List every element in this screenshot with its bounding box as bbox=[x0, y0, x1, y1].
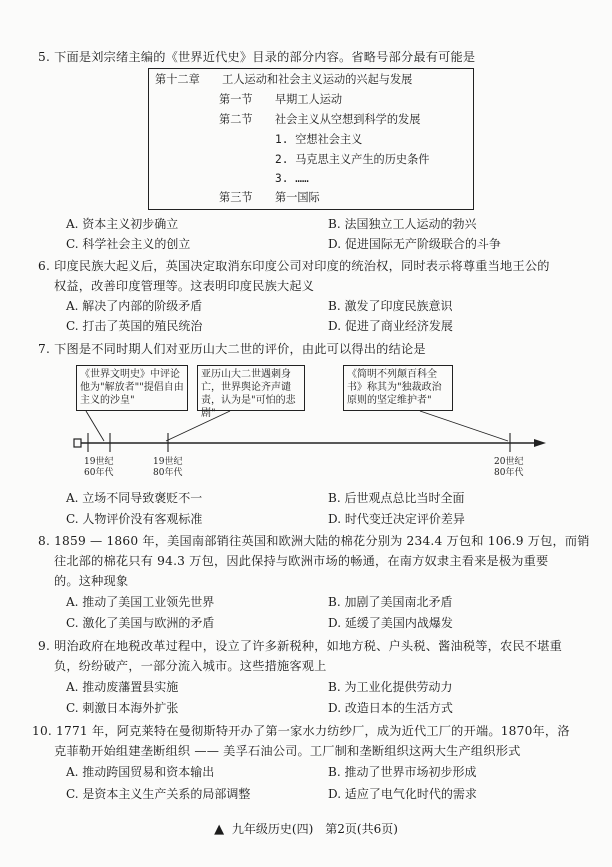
q8-stem-line1: 8. 1859 — 1860 年，美国南部销往英国和欧洲大陆的棉花分别为 234.4 万包和 106.9 万包，而销 bbox=[38, 534, 590, 548]
q7-option-d: D. 时代变迁决定评价差异 bbox=[328, 512, 465, 526]
q7-tick-label-1: 19世纪 60年代 bbox=[84, 457, 114, 478]
q7-option-a: A. 立场不同导致褒贬不一 bbox=[66, 491, 203, 505]
q6-stem-line1: 6. 印度民族大起义后，英国决定取消东印度公司对印度的统治权，同时表示将尊重当地王公的 bbox=[38, 259, 550, 273]
q10-option-c: C. 是资本主义生产关系的局部调整 bbox=[66, 787, 251, 801]
q5-toc-item3: 3. …… bbox=[275, 172, 309, 185]
q7-option-c: C. 人物评价没有客观标准 bbox=[66, 512, 203, 526]
exam-logo-icon: ▲ bbox=[214, 822, 225, 837]
q9-option-c: C. 刺激日本海外扩张 bbox=[66, 701, 179, 715]
q5-option-b: B. 法国独立工人运动的勃兴 bbox=[328, 217, 477, 231]
q6-stem-line2: 权益，改善印度管理等。这表明印度民族大起义 bbox=[54, 279, 315, 293]
q6-option-b: B. 激发了印度民族意识 bbox=[328, 299, 453, 313]
q6-option-d: D. 促进了商业经济发展 bbox=[328, 319, 453, 333]
q9-stem-line2: 负，纷纷破产，一部分流入城市。这些措施客观上 bbox=[54, 659, 327, 673]
page-footer bbox=[0, 820, 612, 837]
q7-stem: 7. 下图是不同时期人们对亚历山大二世的评价，由此可以得出的结论是 bbox=[38, 342, 426, 356]
q10-stem-line1: 10. 1771 年，阿克莱特在曼彻斯特开办了第一家水力纺纱厂，成为近代工厂的开端。1870年，洛 bbox=[32, 724, 570, 738]
q7-tick-label-2: 19世纪 80年代 bbox=[153, 457, 183, 478]
q8-option-d: D. 延缓了美国内战爆发 bbox=[328, 616, 453, 630]
q7-source-box-1: 《世界文明史》中评论他为"解放者""提倡自由主义的沙皇" bbox=[76, 365, 188, 411]
q5-toc-chapter: 第十二章 工人运动和社会主义运动的兴起与发展 bbox=[155, 73, 413, 86]
q8-option-b: B. 加剧了美国南北矛盾 bbox=[328, 595, 453, 609]
q8-stem-line2: 往北部的棉花只有 94.3 万包，因此保持与欧洲市场的畅通，在南方奴隶主看来是极为重要 bbox=[54, 554, 549, 568]
q5-toc-sec2: 第二节 社会主义从空想到科学的发展 bbox=[219, 113, 421, 126]
q8-stem-line3: 的。这种现象 bbox=[54, 574, 129, 588]
q5-toc-sec1: 第一节 早期工人运动 bbox=[219, 93, 343, 106]
q9-option-b: B. 为工业化提供劳动力 bbox=[328, 680, 453, 694]
q10-option-a: A. 推动跨国贸易和资本输出 bbox=[66, 765, 215, 779]
q10-stem-line2: 克菲勒开始组建垄断组织 —— 美孚石油公司。工厂制和垄断组织这两大生产组织形式 bbox=[54, 744, 521, 758]
q5-option-a: A. 资本主义初步确立 bbox=[66, 217, 179, 231]
q5-stem: 5. 下面是刘宗绪主编的《世界近代史》目录的部分内容。省略号部分最有可能是 bbox=[38, 50, 476, 64]
q5-toc-sec3: 第三节 第一国际 bbox=[219, 191, 320, 204]
q9-option-a: A. 推动废藩置县实施 bbox=[66, 680, 179, 694]
q9-stem-line1: 9. 明治政府在地税改革过程中，设立了许多新税种，如地方税、户头税、酱油税等，农民不堪重 bbox=[38, 639, 562, 653]
q7-source-box-3: 《简明不列颠百科全书》称其为"独裁政治原则的坚定维护者" bbox=[343, 365, 453, 411]
q6-option-a: A. 解决了内部的阶级矛盾 bbox=[66, 299, 203, 313]
q7-tick-label-3: 20世纪 80年代 bbox=[494, 457, 524, 478]
q5-toc-item1: 1. 空想社会主义 bbox=[275, 133, 363, 146]
q6-option-c: C. 打击了英国的殖民统治 bbox=[66, 319, 203, 333]
q7-option-b: B. 后世观点总比当时全面 bbox=[328, 491, 465, 505]
q8-option-a: A. 推动了美国工业领先世界 bbox=[66, 595, 215, 609]
q9-option-d: D. 改造日本的生活方式 bbox=[328, 701, 453, 715]
q8-option-c: C. 激化了美国与欧洲的矛盾 bbox=[66, 616, 215, 630]
q5-option-c: C. 科学社会主义的创立 bbox=[66, 237, 191, 251]
q10-option-d: D. 适应了电气化时代的需求 bbox=[328, 787, 477, 801]
q5-toc-item2: 2. 马克思主义产生的历史条件 bbox=[275, 153, 430, 166]
q7-source-box-2: 亚历山大二世遇刺身亡，世界舆论齐声谴责，认为是"可怕的悲剧" bbox=[197, 365, 305, 411]
q5-option-d: D. 促进国际无产阶级联合的斗争 bbox=[328, 237, 501, 251]
q10-option-b: B. 推动了世界市场初步形成 bbox=[328, 765, 477, 779]
footer-page-info: 九年级历史(四) 第2页(共6页) bbox=[231, 822, 398, 836]
